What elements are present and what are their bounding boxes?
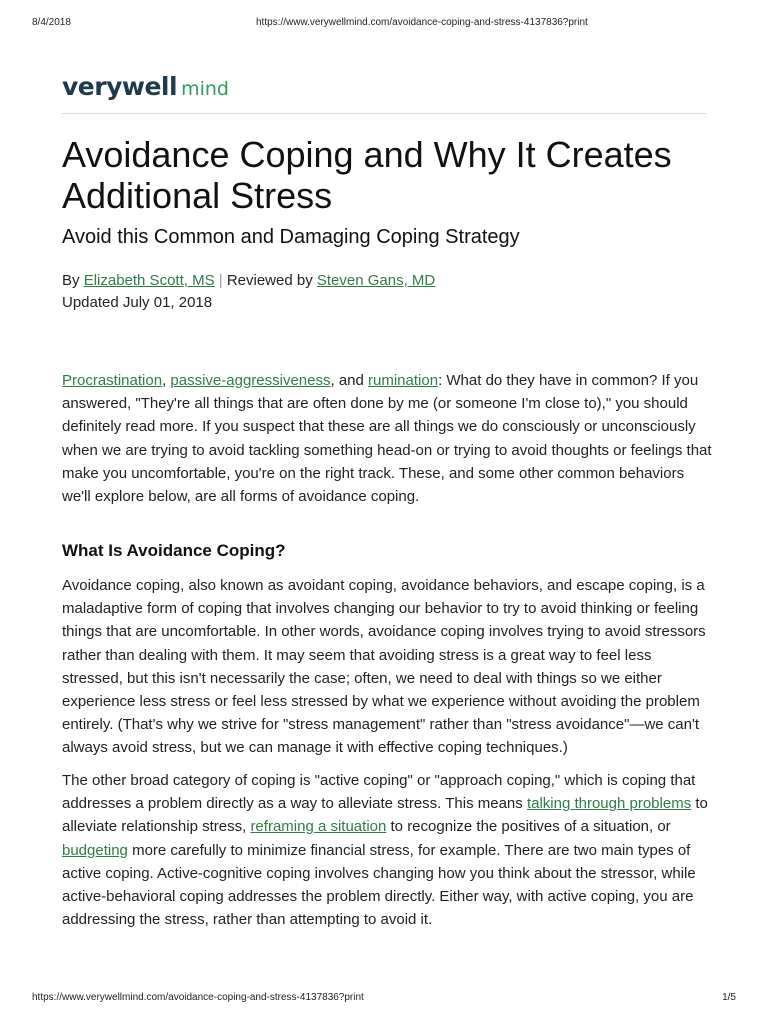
intro-paragraph (62, 369, 714, 508)
article-subtitle: Avoid this Common and Damaging Coping Strategy (62, 226, 520, 248)
print-footer (32, 992, 736, 1006)
header-divider (62, 113, 706, 114)
print-header (32, 17, 736, 31)
byline-separator: | (214, 272, 227, 289)
byline (62, 270, 435, 292)
definition-paragraph: Avoidance coping, also known as avoidant coping, avoidance behaviors, and escape coping, is a maladaptive form of coping that involves changing our behavior to try to avoid thinking or feeling things that are uncomfortable. In other words, avoidance coping involves trying to avoid stressors rather than dealing with them. It may seem that avoiding stress is a great way to feel less stressed, but this isn't necessarily the case; often, we need to deal with things so we either experience less stress or feel less stressed by what we experience without avoiding the problem entirely. (That's why we strive for "stress management" rather than "stress avoidance"—we can't always avoid stress, but we can manage it with effective coping techniques.) (62, 577, 706, 757)
reviewer-link[interactable]: Steven Gans, MD (316, 272, 436, 289)
logo-brand: verywell (62, 72, 178, 101)
print-date: 8/4/2018 (32, 17, 71, 28)
byline-reviewed-by: Reviewed by (226, 272, 317, 289)
author-link[interactable]: Elizabeth Scott, MS (83, 272, 215, 289)
logo-sub: mind (181, 78, 229, 100)
print-url: https://www.verywellmind.com/avoidance-coping-and-stress-4137836?print (256, 17, 588, 28)
procrastination-link[interactable]: Procrastination (62, 372, 163, 389)
para3-part4: more carefully to minimize financial stress, for example. There are two main types of active coping. Active-cognitive coping involves changing how you think about the stressor, while active-behavioral coping addresses the problem directly. Either way, with active coping, you are addressing the stress, rather than attempting to avoid it. (62, 841, 696, 929)
article-title: Avoidance Coping and Why It Creates Additional Stress (62, 134, 672, 216)
budgeting-link[interactable]: budgeting (62, 841, 128, 859)
byline-by: By (62, 272, 84, 289)
reframing-a-situation-link[interactable]: reframing a situation (250, 818, 387, 836)
passive-aggressiveness-link[interactable]: passive-aggressiveness (170, 372, 331, 389)
active-coping-paragraph (62, 769, 714, 931)
site-logo[interactable] (62, 72, 229, 104)
para3-part3: to recognize the positives of a situation, or (386, 818, 671, 836)
intro-comma: , (162, 372, 171, 389)
para3-part1: The other broad category of coping is "active coping" or "approach coping," which is coping that addresses a problem directly as a way to alleviate stress. This means (62, 772, 696, 813)
intro-and: , and (330, 372, 369, 389)
page-number: 1/5 (722, 992, 736, 1003)
footer-url: https://www.verywellmind.com/avoidance-coping-and-stress-4137836?print (32, 992, 364, 1003)
updated-date: Updated July 01, 2018 (62, 294, 213, 311)
section-heading: What Is Avoidance Coping? (62, 541, 286, 560)
talking-through-problems-link[interactable]: talking through problems (526, 795, 692, 813)
para3-part2: to alleviate relationship stress, (62, 795, 708, 836)
rumination-link[interactable]: rumination (368, 372, 439, 389)
intro-rest: : What do they have in common? If you answered, "They're all things that are often done by me (or someone I'm close to)," you should definitely read more. If you suspect that these are all things we do consciously or unconsciously when we are trying to avoid tackling something head-on or trying to avoid thoughts or feelings that make you uncomfortable, you're on the right track. These, and some other common behaviors we'll explore below, are all forms of avoidance coping. (62, 372, 712, 506)
